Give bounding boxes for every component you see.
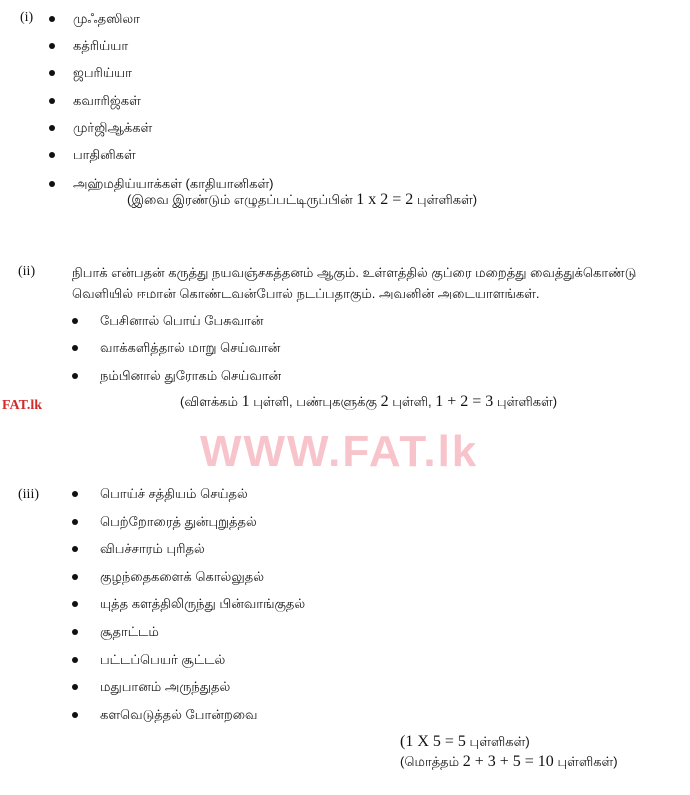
list-item: நம்பினால் துரோகம் செய்வான்: [100, 368, 282, 383]
list-item: ஜபரிய்யா: [73, 65, 132, 80]
note-math: 1 + 2 = 3: [435, 393, 494, 410]
note-text: புள்ளிகள்): [416, 192, 478, 207]
section-iii-note-2: [400, 753, 618, 771]
list-item: பாதினிகள்: [73, 147, 136, 162]
bullet-icon: [49, 70, 55, 76]
section-i-note: [127, 191, 477, 209]
note-math: 2 + 3 + 5 = 10: [462, 753, 554, 770]
note-text: (இவை இரண்டும் எழுதப்பட்டிருப்பின்: [127, 192, 353, 207]
bullet-icon: [49, 43, 55, 49]
bullet-icon: [49, 125, 55, 131]
list-item: பொய்ச் சத்தியம் செய்தல்: [100, 486, 248, 501]
bullet-icon: [49, 152, 55, 158]
list-item: களவெடுத்தல் போன்றவை: [100, 707, 258, 722]
list-item: அஹ்மதிய்யாக்கள் (காதியானிகள்): [73, 176, 274, 191]
list-item: வாக்களித்தால் மாறு செய்வான்: [100, 340, 281, 355]
list-item: பேசினால் பொய் பேசுவான்: [100, 313, 264, 328]
section-iii-label: (iii): [18, 487, 39, 502]
list-item: கவாரிஜ்கள்: [73, 93, 141, 108]
list-item: குழந்தைகளைக் கொல்லுதல்: [100, 569, 264, 584]
note-math: (1 X 5 = 5: [400, 733, 466, 750]
bullet-icon: [72, 601, 78, 607]
bullet-icon: [72, 318, 78, 324]
note-text: புள்ளி,: [392, 394, 432, 409]
section-iii-note-1: [400, 733, 530, 751]
bullet-icon: [72, 546, 78, 552]
list-item: மதுபானம் அருந்துதல்: [100, 679, 231, 694]
section-ii-note: [180, 393, 557, 411]
note-text: (விளக்கம்: [180, 394, 238, 409]
section-ii-paragraph-line: நிபாக் என்பதன் கருத்து நயவஞ்சகத்தனம் ஆகும். உள்ளத்தில் குப்ரை மறைத்து வைத்துக்கொண்டு: [72, 265, 637, 280]
list-item: பெற்றோரைத் துன்புறுத்தல்: [100, 514, 257, 529]
list-item: பட்டப்பெயர் சூட்டல்: [100, 652, 226, 667]
bullet-icon: [49, 16, 55, 22]
section-ii-paragraph-line: வெளியில் ஈமான் கொண்டவன்போல் நடப்பதாகும். அவனின் அடையாளங்கள்.: [72, 286, 540, 301]
section-i-label: (i): [20, 10, 34, 25]
note-math: 1: [241, 393, 250, 410]
note-text: (மொத்தம்: [400, 754, 460, 769]
list-item: விபச்சாரம் புரிதல்: [100, 541, 205, 556]
note-text: புள்ளிகள்): [496, 394, 558, 409]
bullet-icon: [72, 519, 78, 525]
bullet-icon: [72, 574, 78, 580]
bullet-icon: [72, 657, 78, 663]
list-item: கத்ரிய்யா: [73, 38, 129, 53]
note-text: புள்ளிகள்): [469, 734, 530, 749]
bullet-icon: [72, 491, 78, 497]
bullet-icon: [72, 629, 78, 635]
watermark: WWW.FAT.lk: [200, 427, 479, 476]
note-math: 1 x 2 = 2: [356, 191, 414, 208]
list-item: யுத்த களத்திலிருந்து பின்வாங்குதல்: [100, 596, 306, 611]
bullet-icon: [49, 181, 55, 187]
bullet-icon: [72, 373, 78, 379]
list-item: முஃதஸிலா: [73, 11, 140, 26]
bullet-icon: [72, 712, 78, 718]
note-math: 2: [380, 393, 389, 410]
bullet-icon: [49, 98, 55, 104]
list-item: முர்ஜிஆக்கள்: [73, 120, 153, 135]
list-item: சூதாட்டம்: [100, 624, 159, 639]
section-ii-label: (ii): [18, 264, 36, 279]
bullet-icon: [72, 684, 78, 690]
note-text: புள்ளிகள்): [557, 754, 618, 769]
brand-label: FAT.lk: [2, 398, 43, 413]
note-text: புள்ளி, பண்புகளுக்கு: [253, 394, 377, 409]
bullet-icon: [72, 345, 78, 351]
